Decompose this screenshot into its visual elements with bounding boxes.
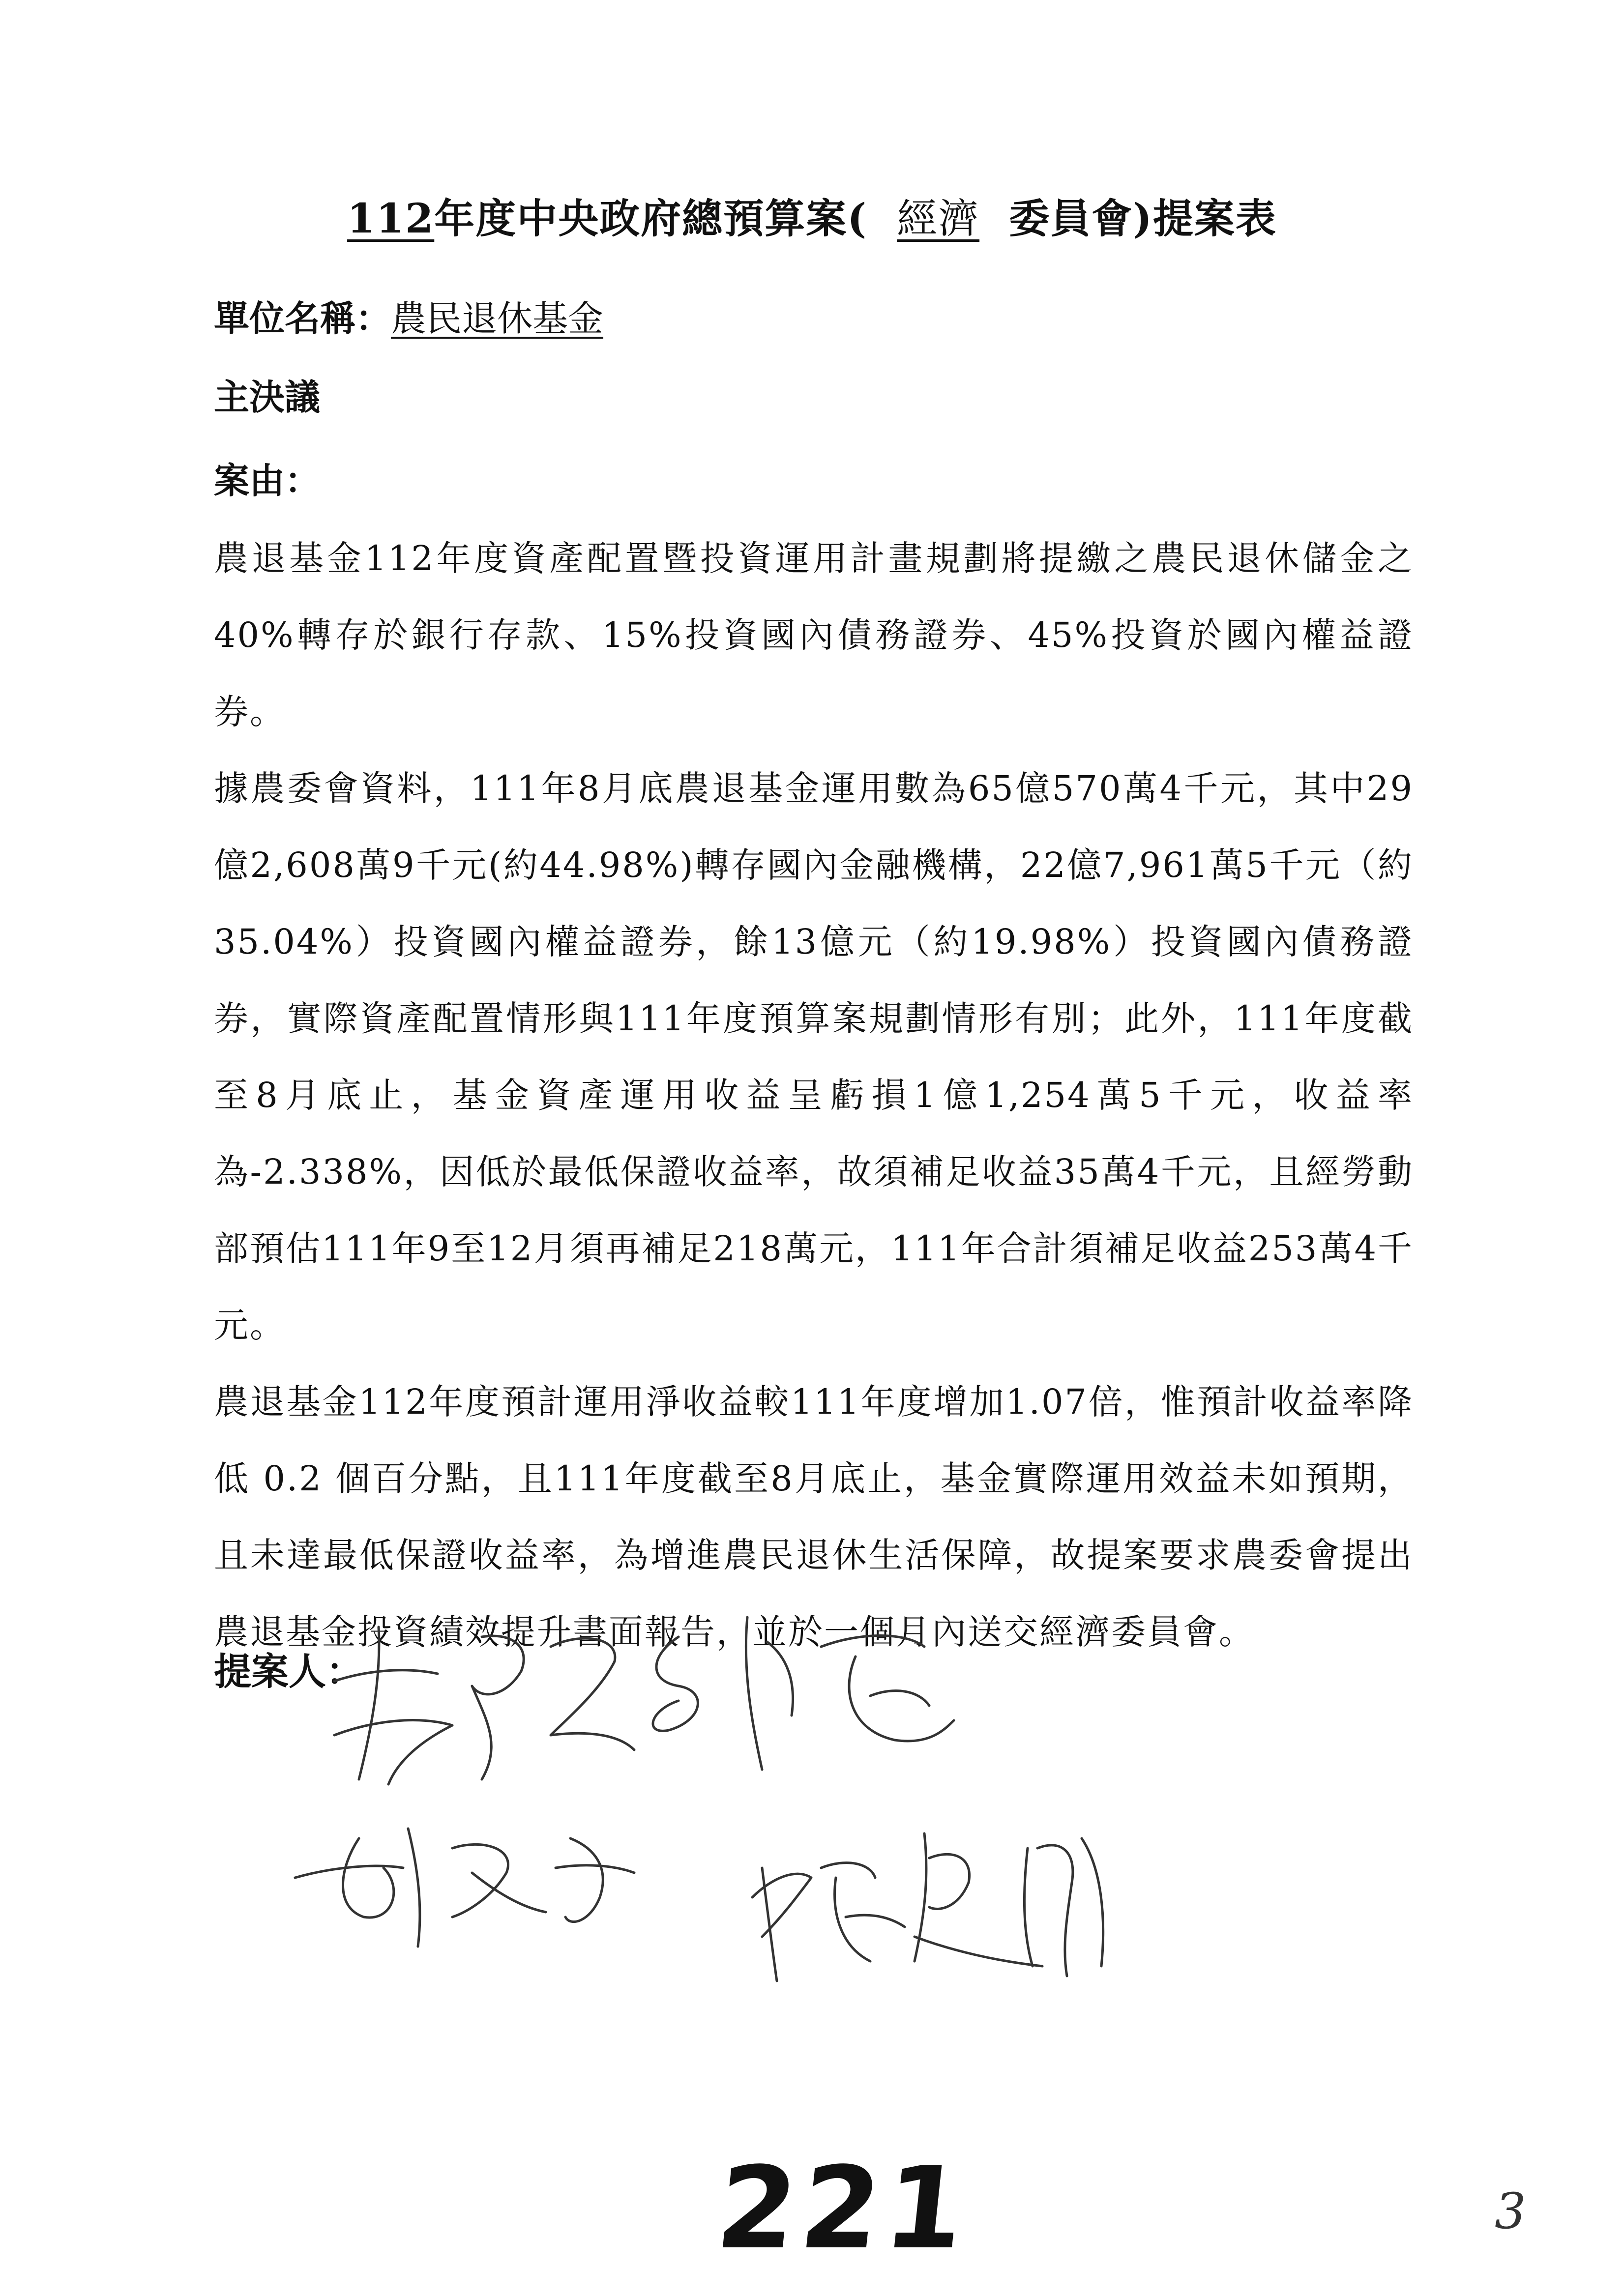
page-title [0, 187, 1624, 244]
reason-body [214, 520, 1414, 1670]
sheet-number: 3 [1495, 2182, 1526, 2240]
unit-line [214, 290, 603, 341]
reason-paragraph-2: 據農委會資料，111年8月底農退基金運用數為65億570萬4千元，其中29億2,608萬9千元(約44.98%)轉存國內金融機構，22億7,961萬5千元（約35.04%）投資國內權益證券，餘13億元（約19.98%）投資國內債務證券，實際資產配置情形與111年度預算案規劃情形有別；此外，111年度截至8月底止，基金資產運用收益呈虧損1億1,254萬5千元，收益率為-2.338%，因低於最低保證收益率，故須補足收益35萬4千元，且經勞動部預估111年9至12月須再補足218萬元，111年合計須補足收益253萬4千元。 [214, 768, 1414, 1345]
unit-label: 單位名稱： [214, 297, 391, 339]
title-year: 112 [347, 195, 435, 242]
resolution-label: 主決議 [214, 376, 321, 418]
reason-paragraph-3: 農退基金112年度預計運用淨收益較111年度增加1.07倍，惟預計收益率降低 0.2 個百分點，且111年度截至8月底止，基金實際運用效益未如預期，且未達最低保證收益率，為增進農民退休生活保障，故提案要求農委會提出農退基金投資績效提升書面報告，並於一個月內送交經濟委員會。 [214, 1382, 1414, 1652]
unit-value: 農民退休基金 [391, 298, 604, 339]
proposer-label: 提案人： [214, 1650, 363, 1693]
title-suffix: 委員會)提案表 [1009, 195, 1277, 242]
reason-label: 案由： [214, 460, 321, 501]
proposer-signatures [275, 1573, 1210, 2005]
title-prefix: 年度中央政府總預算案( [434, 195, 868, 242]
reason-paragraph-1: 農退基金112年度資產配置暨投資運用計畫規劃將提繳之農民退休儲金之 40%轉存於銀行存款、15%投資國內債務證券、45%投資於國內權益證券。 [214, 538, 1414, 732]
handwritten-number: 221 [710, 2143, 976, 2274]
signatures-drawing [275, 1573, 1210, 2005]
title-committee: 經濟 [897, 196, 980, 242]
